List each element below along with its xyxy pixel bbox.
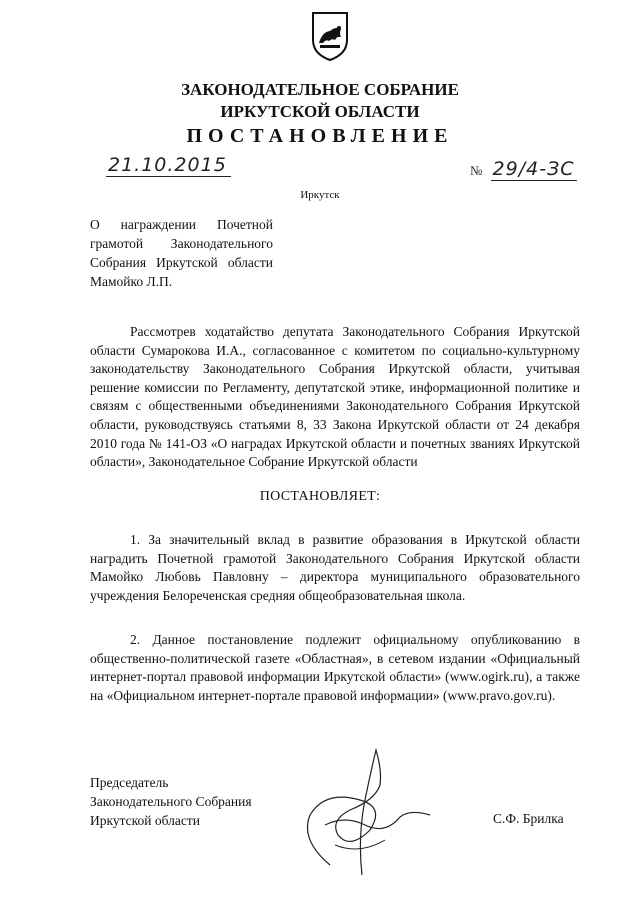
city-label: Иркутск bbox=[300, 189, 340, 201]
signatory-title-line2: Законодательного Собрания bbox=[90, 794, 252, 809]
decree-heading: ПОСТАНОВЛЯЕТ: bbox=[259, 489, 381, 504]
organization-name-line1: ЗАКОНОДАТЕЛЬНОЕ СОБРАНИЕ bbox=[181, 80, 459, 99]
document-type-title: ПОСТАНОВЛЕНИЕ bbox=[186, 125, 454, 147]
number-sign: № bbox=[470, 163, 483, 178]
signatory-name: С.Ф. Брилка bbox=[493, 811, 564, 826]
signatory-title bbox=[90, 773, 252, 830]
handwritten-signature bbox=[290, 745, 440, 885]
decision-item-1: 1. За значительный вклад в развитие образования в Иркутской области наградить Почетной грамотой Законодательного Собрания Иркутской области Мамойко Любовь Павловну – директора муниципального образовательного учреждения Белореченская средняя общеобразовательная школа. bbox=[90, 532, 580, 603]
document-date: 21.10.2015 bbox=[106, 154, 231, 177]
organization-name-line2: ИРКУТСКОЙ ОБЛАСТИ bbox=[220, 102, 420, 121]
signatory-title-line3: Иркутской области bbox=[90, 813, 201, 828]
document-subject: О награждении Почетной грамотой Законодательного Собрания Иркутской области Мамойко Л.П. bbox=[90, 217, 273, 289]
signatory-title-line1: Председатель bbox=[90, 775, 169, 790]
preamble-paragraph: Рассмотрев ходатайство депутата Законодательного Собрания Иркутской области Сумарокова И.А., согласованное с комитетом по социально-культурному законодательству Законодательного Собрания Иркутской области, учитывая решение комиссии по Регламенту, депутатской этике, информационной политике и связям с общественными объединениями Законодательного Собрания Иркутской области, руководствуясь статьями 8, 33 Закона Иркутской области от 24 декабря 2010 года № 141-ОЗ «О наградах Иркутской области и почетных званиях Иркутской области», Законодательное Собрание Иркутской области bbox=[90, 324, 580, 470]
coat-of-arms-icon bbox=[310, 10, 350, 62]
document-number: 29/4-ЗС bbox=[492, 158, 575, 180]
decision-item-2: 2. Данное постановление подлежит официальному опубликованию в общественно-политической газете «Областная», в сетевом издании «Официальный интернет-портал правовой информации Иркутской области» (www.ogirk.ru), а также на «Официальном интернет-портале правовой информации» (www.pravo.gov.ru). bbox=[90, 632, 580, 703]
document-number-block bbox=[470, 158, 577, 180]
